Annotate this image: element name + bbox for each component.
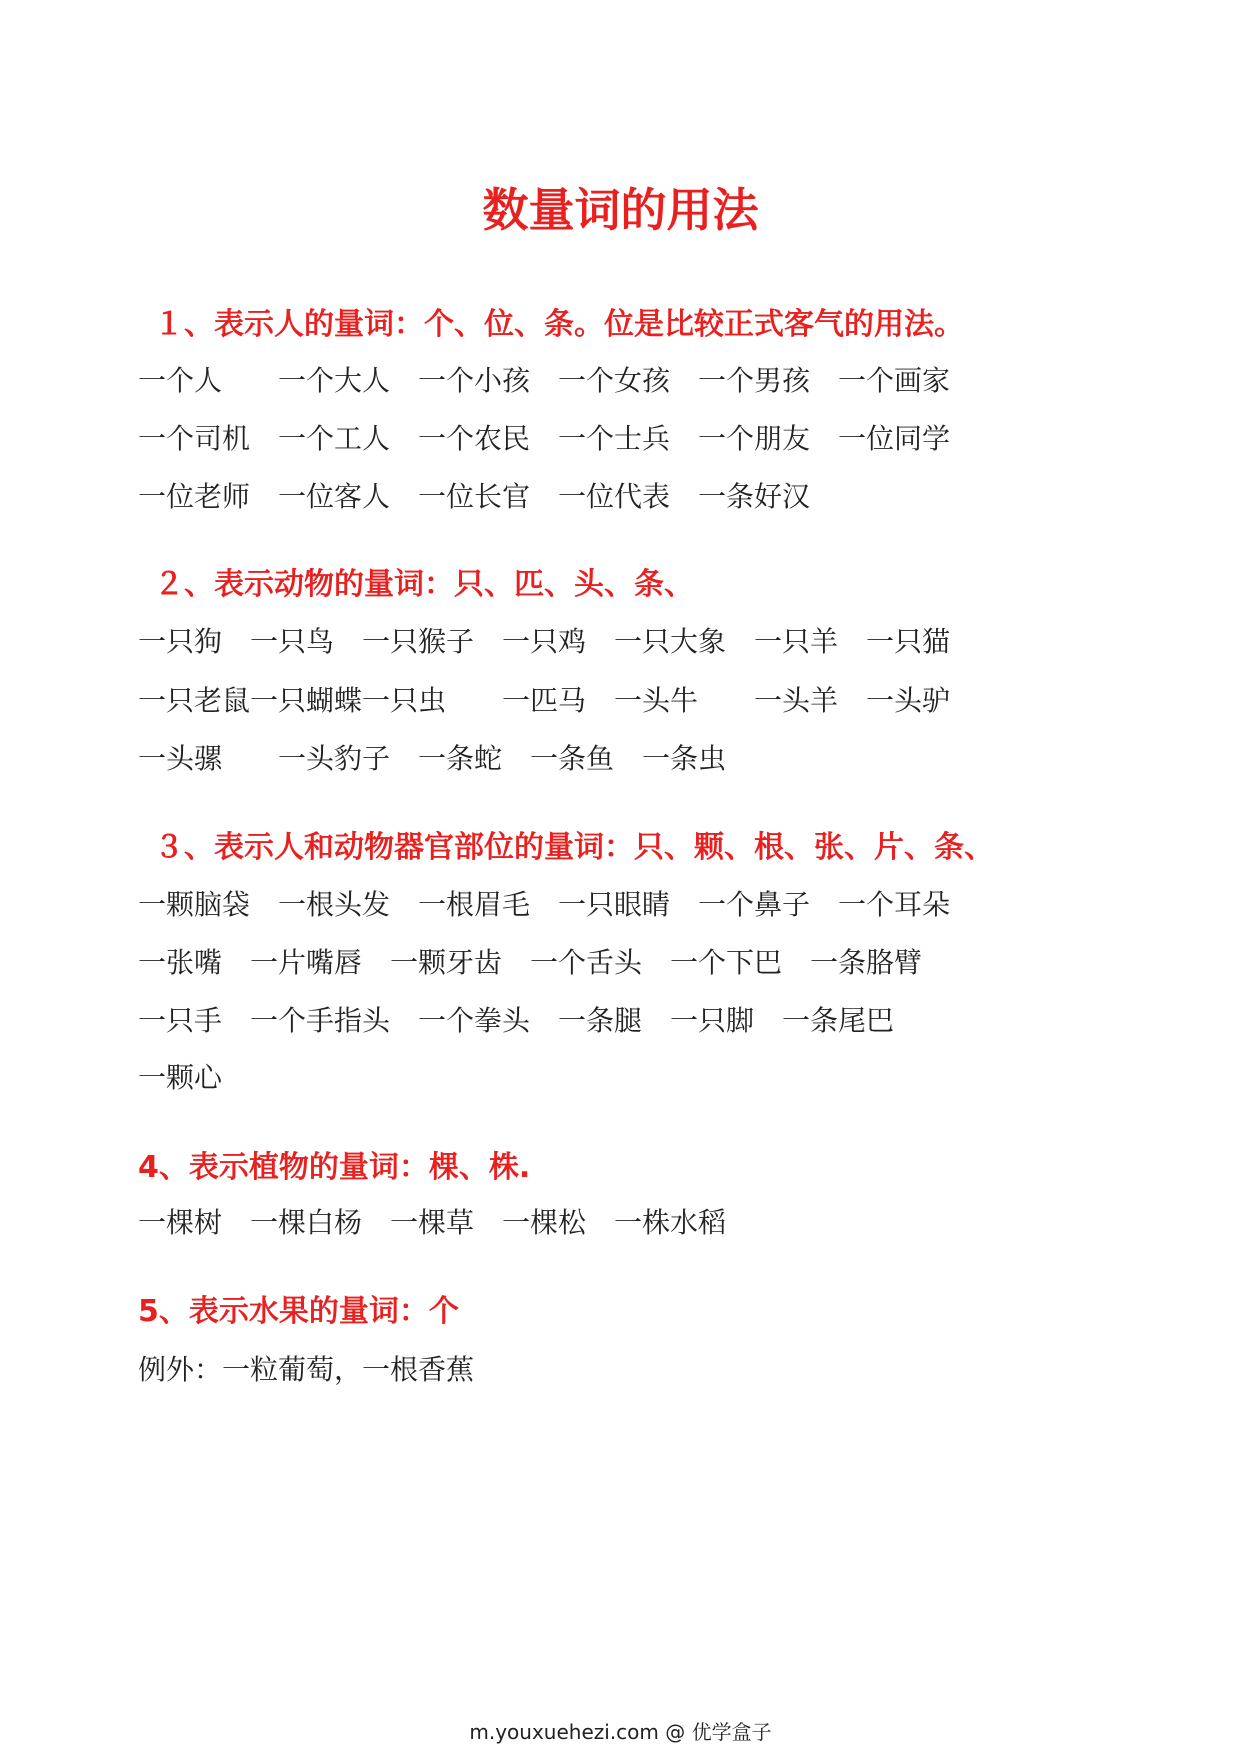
word-row <box>138 1058 1088 1098</box>
measure-word-phrase: 一只眼睛 <box>558 888 671 921</box>
measure-word-phrase: 一位长官 <box>418 480 531 513</box>
measure-word-phrase: 一个耳朵 <box>838 888 951 921</box>
measure-word-phrase: 一条腿 <box>558 1004 643 1037</box>
measure-word-phrase: 一只蝴蝶 <box>250 684 363 717</box>
measure-word-phrase: 一个士兵 <box>558 422 671 455</box>
measure-word-phrase: 例外：一粒葡萄，一根香蕉 <box>138 1353 475 1386</box>
measure-word-phrase: 一根眉毛 <box>418 888 531 921</box>
word-row <box>138 739 1088 779</box>
section-heading: 5、表示水果的量词：个 <box>138 1294 459 1329</box>
measure-word-phrase: 一颗脑袋 <box>138 888 251 921</box>
measure-word-phrase: 一头豹子 <box>278 742 391 775</box>
measure-word-phrase: 一匹马 <box>502 684 587 717</box>
measure-word-phrase: 一只手 <box>138 1004 223 1037</box>
measure-word-phrase: 一株水稻 <box>614 1206 727 1239</box>
section-heading: １、表示人的量词：个、位、条。位是比较正式客气的用法。 <box>154 307 964 342</box>
measure-word-phrase: 一个大人 <box>278 364 391 397</box>
measure-word-phrase: 一位同学 <box>838 422 951 455</box>
measure-word-phrase: 一个画家 <box>838 364 951 397</box>
measure-word-phrase: 一只老鼠 <box>138 684 251 717</box>
measure-word-phrase: 一只虫 <box>362 684 447 717</box>
measure-word-phrase: 一只猴子 <box>362 625 475 658</box>
measure-word-phrase: 一头牛 <box>614 684 699 717</box>
measure-word-phrase: 一棵树 <box>138 1206 223 1239</box>
measure-word-phrase: 一条鱼 <box>530 742 615 775</box>
measure-word-phrase: 一颗牙齿 <box>390 946 503 979</box>
word-row <box>138 622 1088 662</box>
measure-word-phrase: 一个拳头 <box>418 1004 531 1037</box>
measure-word-phrase: 一个司机 <box>138 422 251 455</box>
measure-word-phrase: 一条好汉 <box>698 480 811 513</box>
measure-word-phrase: 一个农民 <box>418 422 531 455</box>
measure-word-phrase: 一只鸟 <box>250 625 335 658</box>
measure-word-phrase: 一条尾巴 <box>782 1004 895 1037</box>
footer-watermark: m.youxuehezi.com @ 优学盒子 <box>469 1720 772 1744</box>
section-heading: ２、表示动物的量词：只、匹、头、条、 <box>154 567 694 602</box>
measure-word-phrase: 一个舌头 <box>530 946 643 979</box>
word-row <box>138 1001 1088 1041</box>
word-row <box>138 419 1088 459</box>
measure-word-phrase: 一条胳臂 <box>810 946 923 979</box>
measure-word-phrase: 一头骡 <box>138 742 223 775</box>
measure-word-phrase: 一只脚 <box>670 1004 755 1037</box>
word-row <box>138 477 1088 517</box>
measure-word-phrase: 一张嘴 <box>138 946 223 979</box>
section-heading: 4、表示植物的量词：棵、株. <box>138 1150 531 1185</box>
measure-word-phrase: 一只猫 <box>866 625 951 658</box>
measure-word-phrase: 一颗心 <box>138 1061 223 1094</box>
measure-word-phrase: 一个女孩 <box>558 364 671 397</box>
measure-word-phrase: 一个人 <box>138 364 223 397</box>
measure-word-phrase: 一个工人 <box>278 422 391 455</box>
measure-word-phrase: 一棵松 <box>502 1206 587 1239</box>
word-row <box>138 943 1088 983</box>
measure-word-phrase: 一根头发 <box>278 888 391 921</box>
measure-word-phrase: 一位客人 <box>278 480 391 513</box>
measure-word-phrase: 一个朋友 <box>698 422 811 455</box>
measure-word-phrase: 一只狗 <box>138 625 223 658</box>
measure-word-phrase: 一位代表 <box>558 480 671 513</box>
measure-word-phrase: 一个男孩 <box>698 364 811 397</box>
measure-word-phrase: 一头羊 <box>754 684 839 717</box>
word-row <box>138 681 1088 721</box>
word-row <box>138 1203 1088 1243</box>
page-title: 数量词的用法 <box>482 183 759 237</box>
section-heading: ３、表示人和动物器官部位的量词：只、颗、根、张、片、条、 <box>154 830 994 865</box>
measure-word-phrase: 一片嘴唇 <box>250 946 363 979</box>
word-row <box>138 885 1088 925</box>
measure-word-phrase: 一头驴 <box>866 684 951 717</box>
measure-word-phrase: 一只羊 <box>754 625 839 658</box>
measure-word-phrase: 一个小孩 <box>418 364 531 397</box>
measure-word-phrase: 一棵白杨 <box>250 1206 363 1239</box>
measure-word-phrase: 一个下巴 <box>670 946 783 979</box>
measure-word-phrase: 一个鼻子 <box>698 888 811 921</box>
measure-word-phrase: 一只鸡 <box>502 625 587 658</box>
measure-word-phrase: 一个手指头 <box>250 1004 391 1037</box>
word-row <box>138 1350 1088 1390</box>
word-row <box>138 361 1088 401</box>
measure-word-phrase: 一棵草 <box>390 1206 475 1239</box>
measure-word-phrase: 一条蛇 <box>418 742 503 775</box>
measure-word-phrase: 一位老师 <box>138 480 251 513</box>
measure-word-phrase: 一条虫 <box>642 742 727 775</box>
measure-word-phrase: 一只大象 <box>614 625 727 658</box>
